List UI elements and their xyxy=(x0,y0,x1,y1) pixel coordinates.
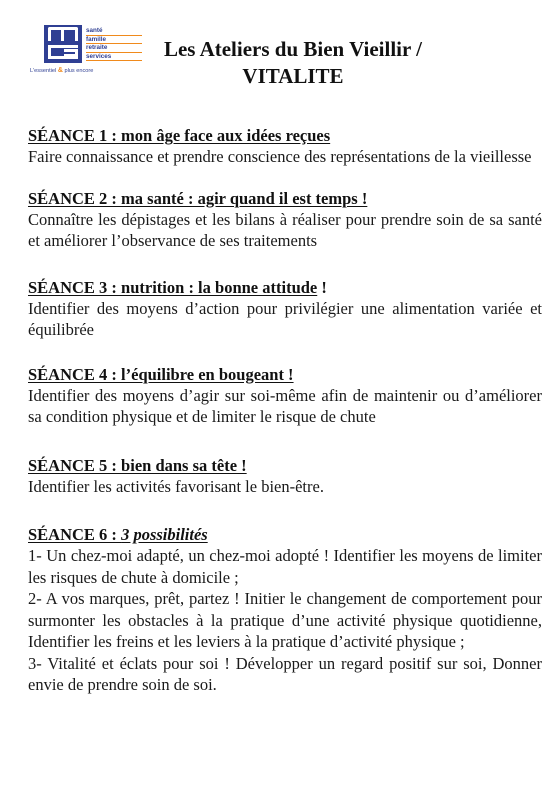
title-line-2: VITALITE xyxy=(242,64,344,88)
msa-logo-mark-icon xyxy=(44,25,82,63)
session-option-3: 3- Vitalité et éclats pour soi ! Développer un regard positif sur soi, Donner envie de prendre soin de soi. xyxy=(28,653,542,694)
session-heading-text: SÉANCE 1 : mon âge face aux idées reçues xyxy=(28,126,331,145)
session-heading-text: SÉANCE 5 : bien dans sa tête ! xyxy=(28,455,247,475)
tagline-ampersand: & xyxy=(57,67,63,74)
session-3 xyxy=(28,278,542,341)
logo-word: retraite xyxy=(86,44,142,53)
session-6 xyxy=(28,525,542,696)
session-heading-text: SÉANCE 4 : l’équilibre en bougeant ! xyxy=(28,364,294,384)
session-heading xyxy=(28,189,542,209)
session-heading xyxy=(28,525,542,545)
session-description: Identifier des moyens d’action pour privilégier une alimentation variée et équilibrée xyxy=(28,298,542,339)
document-header xyxy=(0,0,559,100)
session-heading-text: SÉANCE 6 : xyxy=(28,525,122,544)
session-5 xyxy=(28,456,542,498)
title-line-1: Les Ateliers du Bien Vieillir / xyxy=(163,37,423,61)
page-title xyxy=(128,36,458,90)
session-description: Connaître les dépistages et les bilans à réaliser pour prendre soin de sa santé et améliorer l’observance de ses traitements xyxy=(28,209,542,250)
session-2 xyxy=(28,189,542,252)
session-option-1: 1- Un chez-moi adapté, un chez-moi adopté ! Identifier les moyens de limiter les risques de chute à domicile ; xyxy=(28,546,542,587)
session-list xyxy=(28,126,542,696)
logo-tagline xyxy=(30,67,93,74)
session-4 xyxy=(28,365,542,428)
session-1 xyxy=(28,126,542,168)
tagline-text: plus encore xyxy=(64,68,94,74)
session-option-2: 2- A vos marques, prêt, partez ! Initier le changement de comportement pour surmonter les obstacles à la pratique d’une activité physique quotidienne, Identifier les freins et les leviers à la pratique d’activité physique ; xyxy=(28,589,542,651)
session-description: Identifier des moyens d’agir sur soi-même afin de maintenir ou d’améliorer sa condition physique et de limiter le risque de chute xyxy=(28,385,542,426)
session-heading xyxy=(28,365,542,385)
session-heading-text: SÉANCE 2 : ma santé : agir quand il est temps ! xyxy=(28,188,368,208)
session-heading xyxy=(28,126,542,146)
session-heading xyxy=(28,278,542,298)
logo-word: famille xyxy=(86,36,142,45)
logo-word: services xyxy=(86,53,142,62)
session-heading-suffix: ! xyxy=(317,277,327,297)
session-heading-text: SÉANCE 3 : nutrition : la bonne attitude xyxy=(28,277,318,297)
session-description: Faire connaissance et prendre conscience des représentations de la vieillesse xyxy=(28,147,532,166)
tagline-text: L'essentiel xyxy=(30,68,57,74)
msa-logo xyxy=(30,25,140,80)
logo-word: santé xyxy=(86,27,142,36)
session-description: Identifier les activités favorisant le bien-être. xyxy=(28,476,324,496)
session-heading xyxy=(28,456,542,476)
session-heading-italic: 3 possibilités xyxy=(121,525,208,544)
